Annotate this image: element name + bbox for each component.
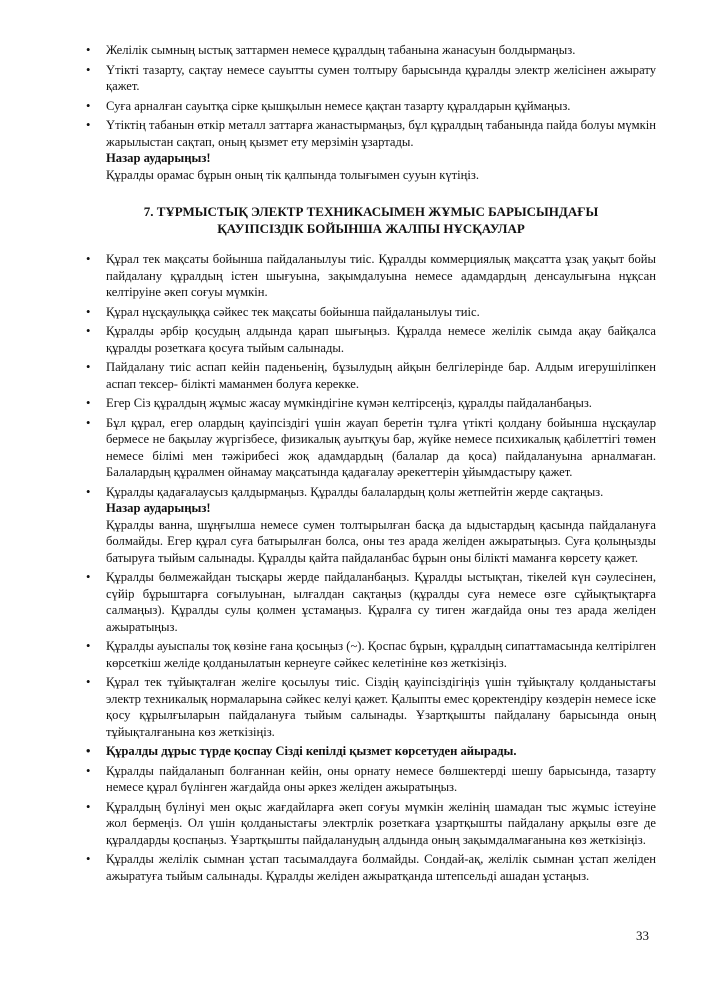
bullet: • [86, 118, 91, 132]
bullet: • [86, 98, 91, 113]
list-item: • Құралды желілік сымнан ұстап тасымалдауға болмайды. Сондай-ақ, желілік сымнан ұстап желіден ажыратуға тыйым салынады. Құралды желіден ажыратқанда штепсельді ашадан ұстаңыз. [86, 852, 656, 883]
bullet: • [86, 744, 91, 758]
ironing-safety-list [86, 42, 656, 183]
bullet: • [86, 304, 91, 319]
note-heading: Назар аударыңыз! [106, 151, 211, 165]
list-item: • Құралды бөлмежайдан тысқары жерде пайдаланбаңыз. Құралды ыстықтан, тікелей күн сәулесінен, сүйір бұрыштарға соғылуынан, ылғалдан сақтаңыз (құралды суға немесе өзге сұйықтықтарға салмаңыз). Құралды сулы қолмен ұстамаңыз. Құралға су тиген жағдайда оны тез арада желіден ажыратыңыз. [86, 570, 656, 634]
bullet: • [86, 639, 91, 653]
list-item-warranty: • Құралды дұрыс түрде қоспау Сізді кепілді қызмет көрсетуден айырады. [86, 744, 517, 758]
bullet: • [86, 852, 91, 866]
section-title-line-1: 7. ТҰРМЫСТЫҚ ЭЛЕКТР ТЕХНИКАСЫМЕН ЖҰМЫС БАРЫСЫНДАҒЫ [143, 204, 599, 219]
note-text: Құралды орамас бұрын оның тік қалпында толығымен сууын күтіңіз. [106, 167, 480, 182]
page-number: 33 [636, 928, 649, 943]
page-content [86, 42, 656, 887]
bullet: • [86, 763, 91, 778]
list-item: • Құралды қадағалаусыз қалдырмаңыз. Құралды балалардың қолы жетпейтін жерде сақтаңыз. Назар аударыңыз! Құралды ванна, шұңғылша немесе сумен толтырылған басқа да ыдыстардың қасында пайдалануға болмайды. Егер құрал суға батырылған болса, оны тез арада желіден ажыратыңыз. Суға қолыңызды батыруға тыйым салынады. Құралды қайта пайдаланбас бұрын оны білікті маманға көрсету қажет. [86, 484, 656, 565]
bullet: • [86, 799, 91, 814]
list-item: • Үтіктің табанын өткір металл заттарға жанастырмаңыз, бұл құралдың табанында пайда болуы мүмкін жарылыстан сақтап, оның қызмет ету мерзімін ұзартады. Назар аударыңыз! Құралды орамас бұрын оның тік қалпында толығымен сууын күтіңіз. [86, 118, 656, 182]
bullet: • [86, 252, 91, 266]
list-item: • Құралды пайдаланып болғаннан кейін, оны орнату немесе бөлшектерді шешу барысында, тазарту немесе құрал бүлінген жағдайда оны әркез желіден ажыратыңыз. [86, 763, 656, 794]
list-item: • Үтікті тазарту, сақтау немесе сауытты сумен толтыру барысында құралды электр желісінен ажырату қажет. [86, 62, 656, 93]
list-item: • Құралдың бүлінуі мен оқыс жағдайларға әкеп соғуы мүмкін желінің шамадан тыс жұмыс істеуіне жол бермеңіз. Ол үшін қолданыстағы электрлік розеткаға ұзартқышты пайдалану арқылы өзге де құралдарды қоспаңыз. Ұзартқышты пайдаланудың алдында оның зақымдалмағанына көз жеткізіңіз. [86, 799, 656, 847]
list-item: • Егер Сіз құралдың жұмыс жасау мүмкіндігіне күмән келтірсеңіз, құралды пайдаланбаңыз. [86, 396, 592, 410]
list-item: • Пайдалану тиіс аспап кейін паденьенің, бұзылудың айқын белгілерінде бар. Алдым игерушіліпкен аспап тексер- білікті маманмен болуға керекке. [86, 360, 656, 391]
section-title-line-2: ҚАУІПСІЗДІК БОЙЫНША ЖАЛПЫ НҰСҚАУЛАР [217, 221, 525, 236]
list-item: • Бұл құрал, егер олардың қауіпсіздігі үшін жауап беретін тұлға үтікті қолдану бойынша нұсқаулар бермесе не бақылау жүргізбесе, физикалық ауытқуы бар, жүйке немесе психикалық қабілеттігі төмен немесе білімі мен тәжірибесі жоқ адамдардың (балалар да қоса) пайдалануына арналмаған. Балалардың құралмен ойнамау мақсатында қадағалау әрекеттерін ұйымдастыру қажет. [86, 415, 656, 479]
list-item: • Құрал нұсқаулыққа сәйкес тек мақсаты бойынша пайдаланылуы тиіс. [86, 304, 480, 319]
list-item: • Құрал тек мақсаты бойынша пайдаланылуы тиіс. Құралды коммерциялық мақсатта ұзақ уақыт бойы пайдалану құралдың істен шығуына, зақымдалуына немесе адамдардың денсаулығына нұқсан келтіруіне әкеп соғуы мүмкін. [86, 252, 656, 299]
bullet: • [86, 675, 91, 689]
bullet: • [86, 324, 91, 338]
general-safety-list [86, 251, 656, 884]
list-item: • Құралды ауыспалы тоқ көзіне ғана қосыңыз (~). Қоспас бұрын, құралдың сипаттамасында келтірілген көрсеткіш желіде қолданылатын кернеуге сәйкес келетініне көз жеткізіңіз. [86, 639, 656, 670]
note-heading: Назар аударыңыз! [106, 501, 211, 515]
bullet: • [86, 484, 91, 499]
list-item: • Құралды әрбір қосудың алдында қарап шығыңыз. Құралда немесе желілік сымда ақау байқалса құралды розеткаға қосуға тыйым салынады. [86, 324, 656, 355]
note-text: Құралды ванна, шұңғылша немесе сумен толтырылған басқа да ыдыстардың қасында пайдалануға болмайды. Егер құрал суға батырылған болса, оны тез арада желіден ажыратыңыз. Суға қолыңызды батыруға тыйым салынады. Құралды қайта пайдаланбас бұрын оны білікті маманға көрсету қажет. [106, 517, 656, 565]
bullet: • [86, 415, 91, 430]
section-title [86, 203, 656, 237]
bullet: • [86, 62, 91, 77]
bullet: • [86, 360, 91, 374]
bullet: • [86, 570, 91, 584]
bullet: • [86, 396, 91, 410]
list-item: • Желілік сымның ыстық заттармен немесе құралдың табанына жанасуын болдырмаңыз. [86, 43, 576, 57]
list-item: • Суға арналған сауытқа сірке қышқылын немесе қақтан тазарту құралдарын құймаңыз. [86, 98, 571, 113]
list-item: • Құрал тек тұйықталған желіге қосылуы тиіс. Сіздің қауіпсіздігіңіз үшін тұйықталу қолданыстағы электр техникалық нормаларына сәйкес келуі қажет. Қалыпты емес қоректендіру көздерін немесе іске қосу құрылғыларын пайдалануға тыйым салынады. Ұзартқышты пайдалану барысында оның тұйықталғанына көз жеткізіңіз. [86, 675, 656, 739]
bullet: • [86, 43, 91, 57]
